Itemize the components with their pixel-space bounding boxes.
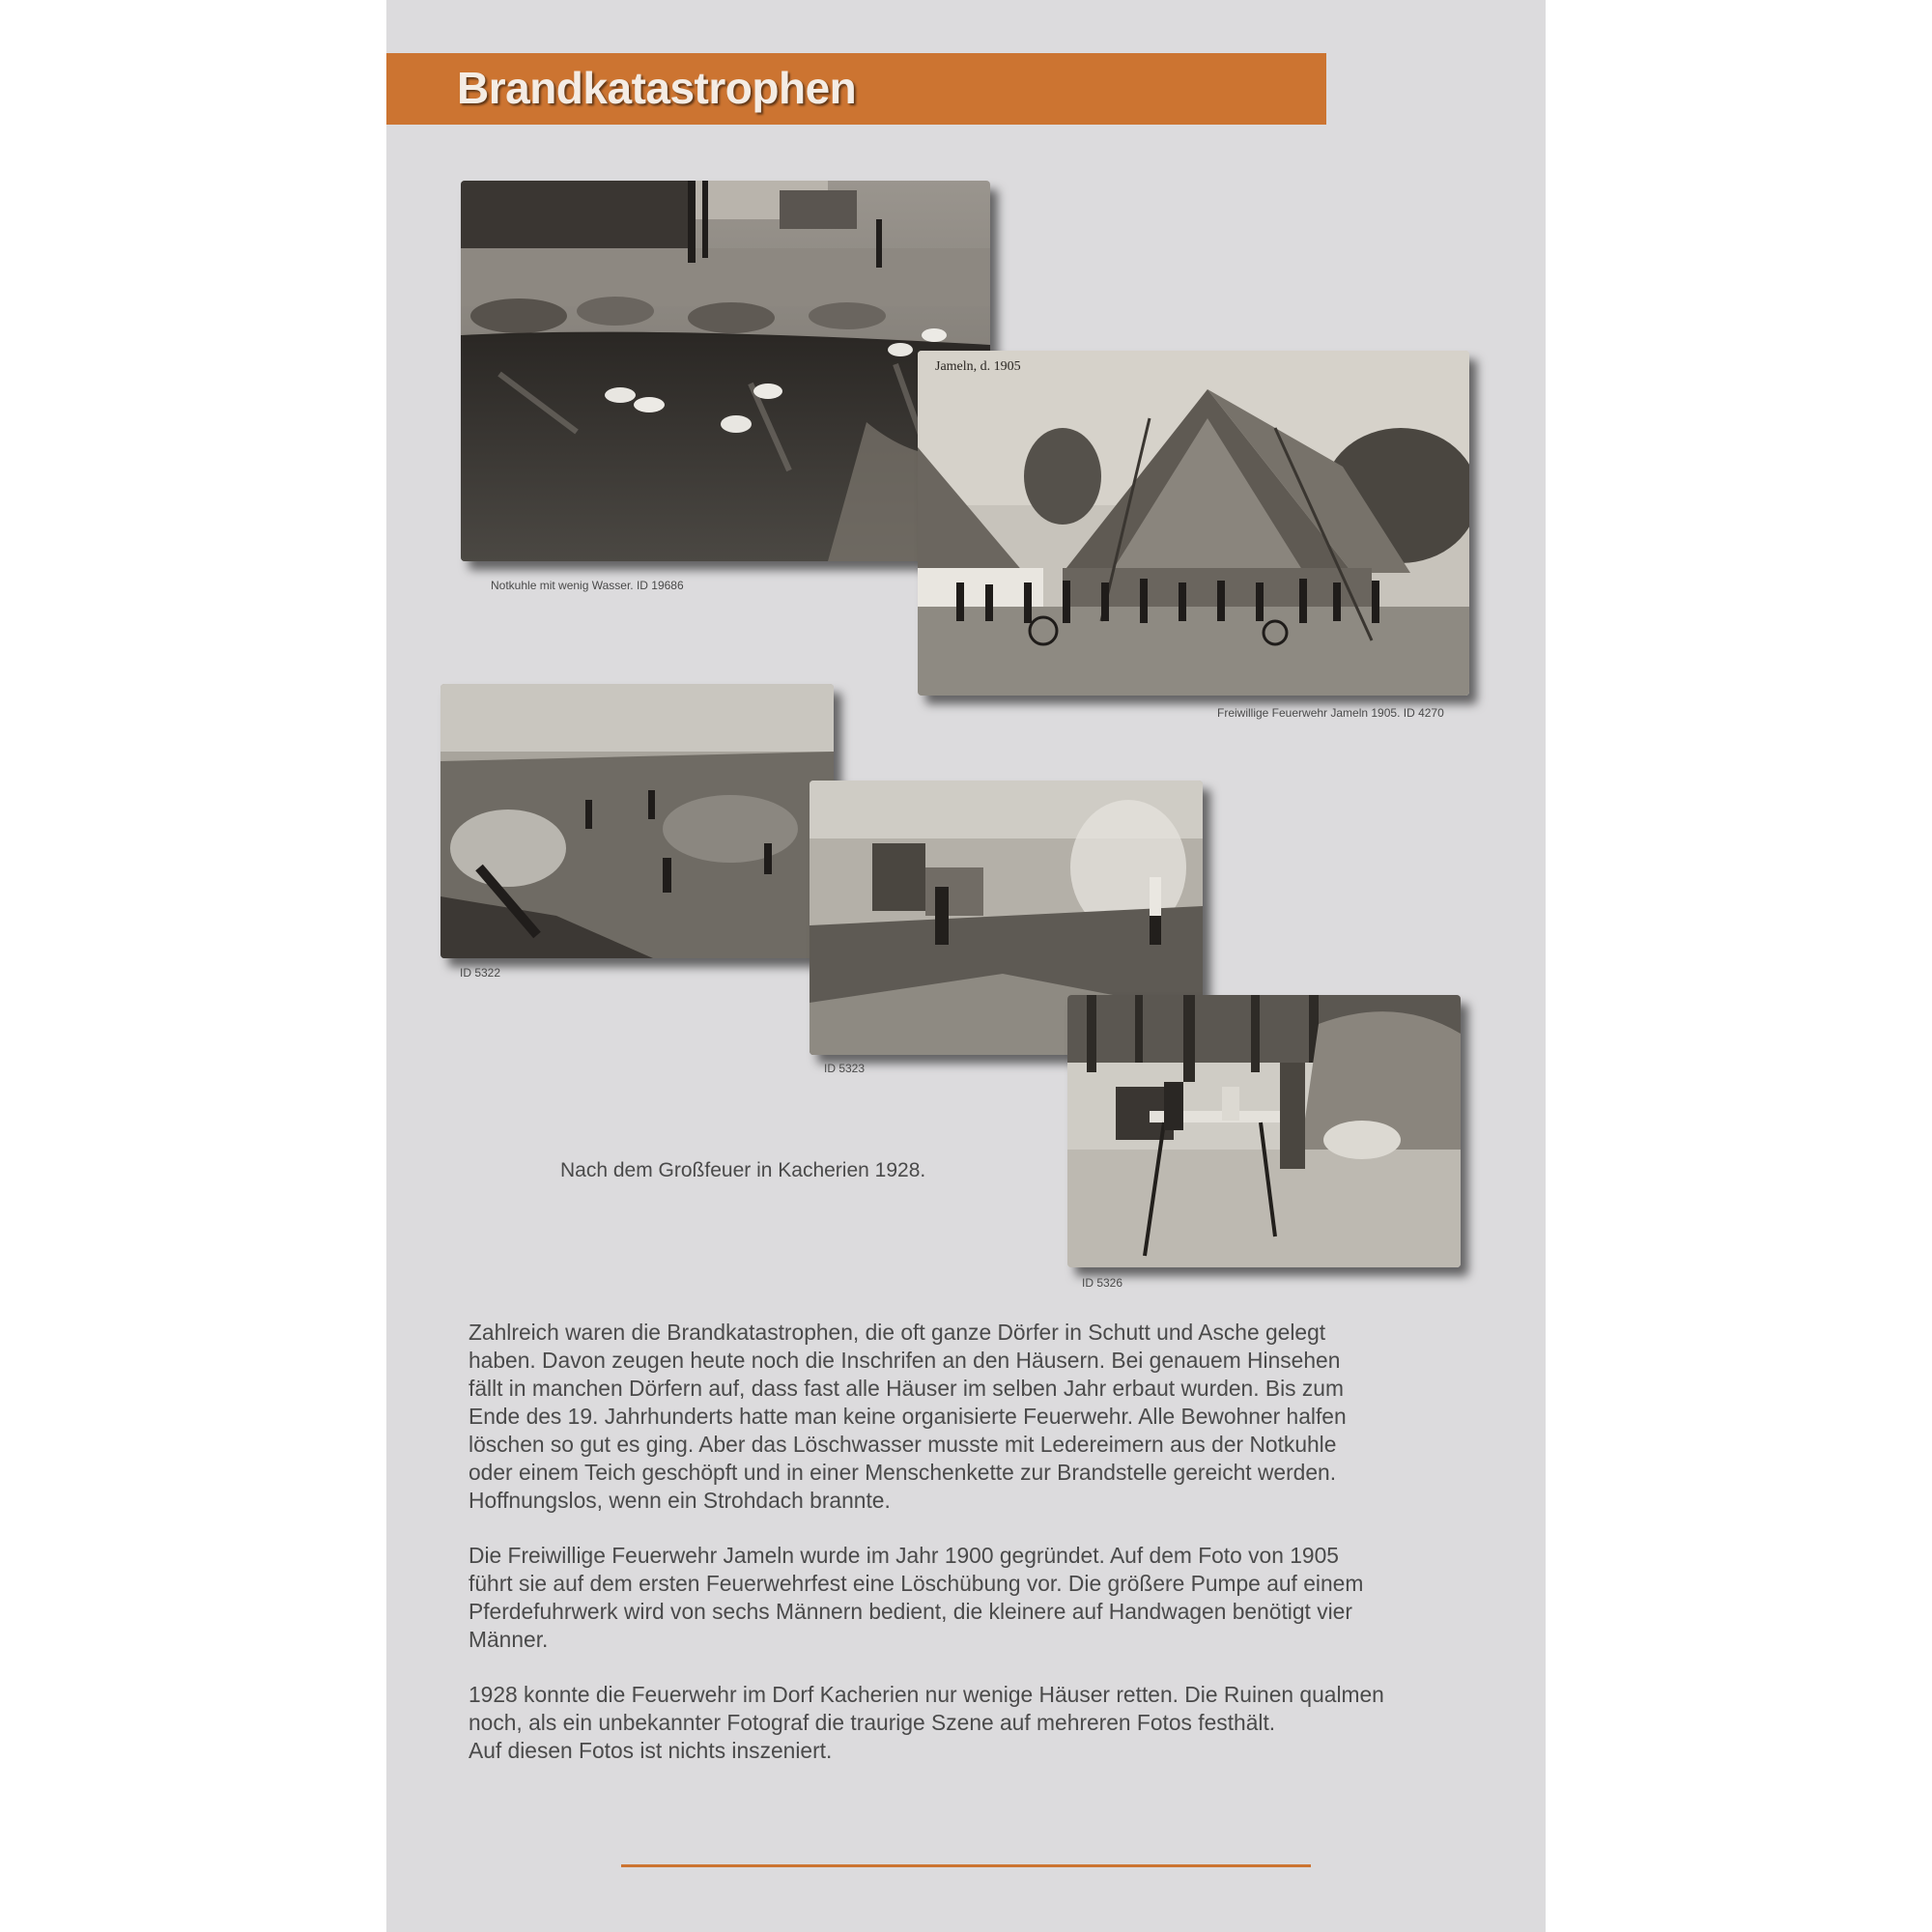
photo-handwriting: Jameln, d. 1905 bbox=[935, 359, 1021, 374]
title-bar bbox=[386, 53, 1326, 125]
photo-ruins-5322 bbox=[440, 684, 834, 958]
photo-caption: Freiwillige Feuerwehr Jameln 1905. ID 4270 bbox=[1217, 706, 1444, 720]
photo-fire-brigade-1905 bbox=[918, 351, 1469, 696]
paragraph-fire-brigade: Die Freiwillige Feuerwehr Jameln wurde im Jahr 1900 gegründet. Auf dem Foto von 1905 führt sie auf dem ersten Feuerwehrfest eine Löschübung vor. Die größere Pumpe auf einem Pferdefuhrwerk wird von sechs Männern bedient, die kleinere auf Handwagen benötigt vier Männer. bbox=[469, 1543, 1364, 1652]
footer-divider bbox=[621, 1864, 1311, 1867]
paragraph-kacherien: 1928 konnte die Feuerwehr im Dorf Kacherien nur wenige Häuser retten. Die Ruinen qualmen noch, als ein unbekannter Fotograf die traurige Szene auf mehreren Fotos festhält. Auf diesen Fotos ist nichts inszeniert. bbox=[469, 1682, 1384, 1763]
photo-family-5326 bbox=[1067, 995, 1461, 1267]
page-title: Brandkatastrophen bbox=[457, 63, 857, 113]
photo-caption: ID 5326 bbox=[1082, 1276, 1123, 1290]
paragraph-history: Zahlreich waren die Brandkatastrophen, die oft ganze Dörfer in Schutt und Asche gelegt haben. Davon zeugen heute noch die Inschrifen an den Häusern. Bei genauem Hinsehen fällt in manchen Dörfern auf, dass fast alle Häuser im selben Jahr erbaut wurden. Bis zum Ende des 19. Jahrhunderts hatte man keine organisierte Feuerwehr. Alle Bewohner halfen löschen so gut es ging. Aber das Löschwasser musste mit Ledereimern aus der Notkuhle oder einem Teich geschöpft und in einer Menschenkette zur Brandstelle gereicht werden. Hoffnungslos, wenn ein Strohdach brannte. bbox=[469, 1320, 1347, 1513]
group-caption: Nach dem Großfeuer in Kacherien 1928. bbox=[560, 1159, 926, 1181]
photo-caption: Notkuhle mit wenig Wasser. ID 19686 bbox=[491, 579, 684, 592]
photo-caption: ID 5323 bbox=[824, 1062, 866, 1075]
photo-caption: ID 5322 bbox=[460, 966, 501, 980]
photo-pond-geese bbox=[461, 181, 990, 561]
